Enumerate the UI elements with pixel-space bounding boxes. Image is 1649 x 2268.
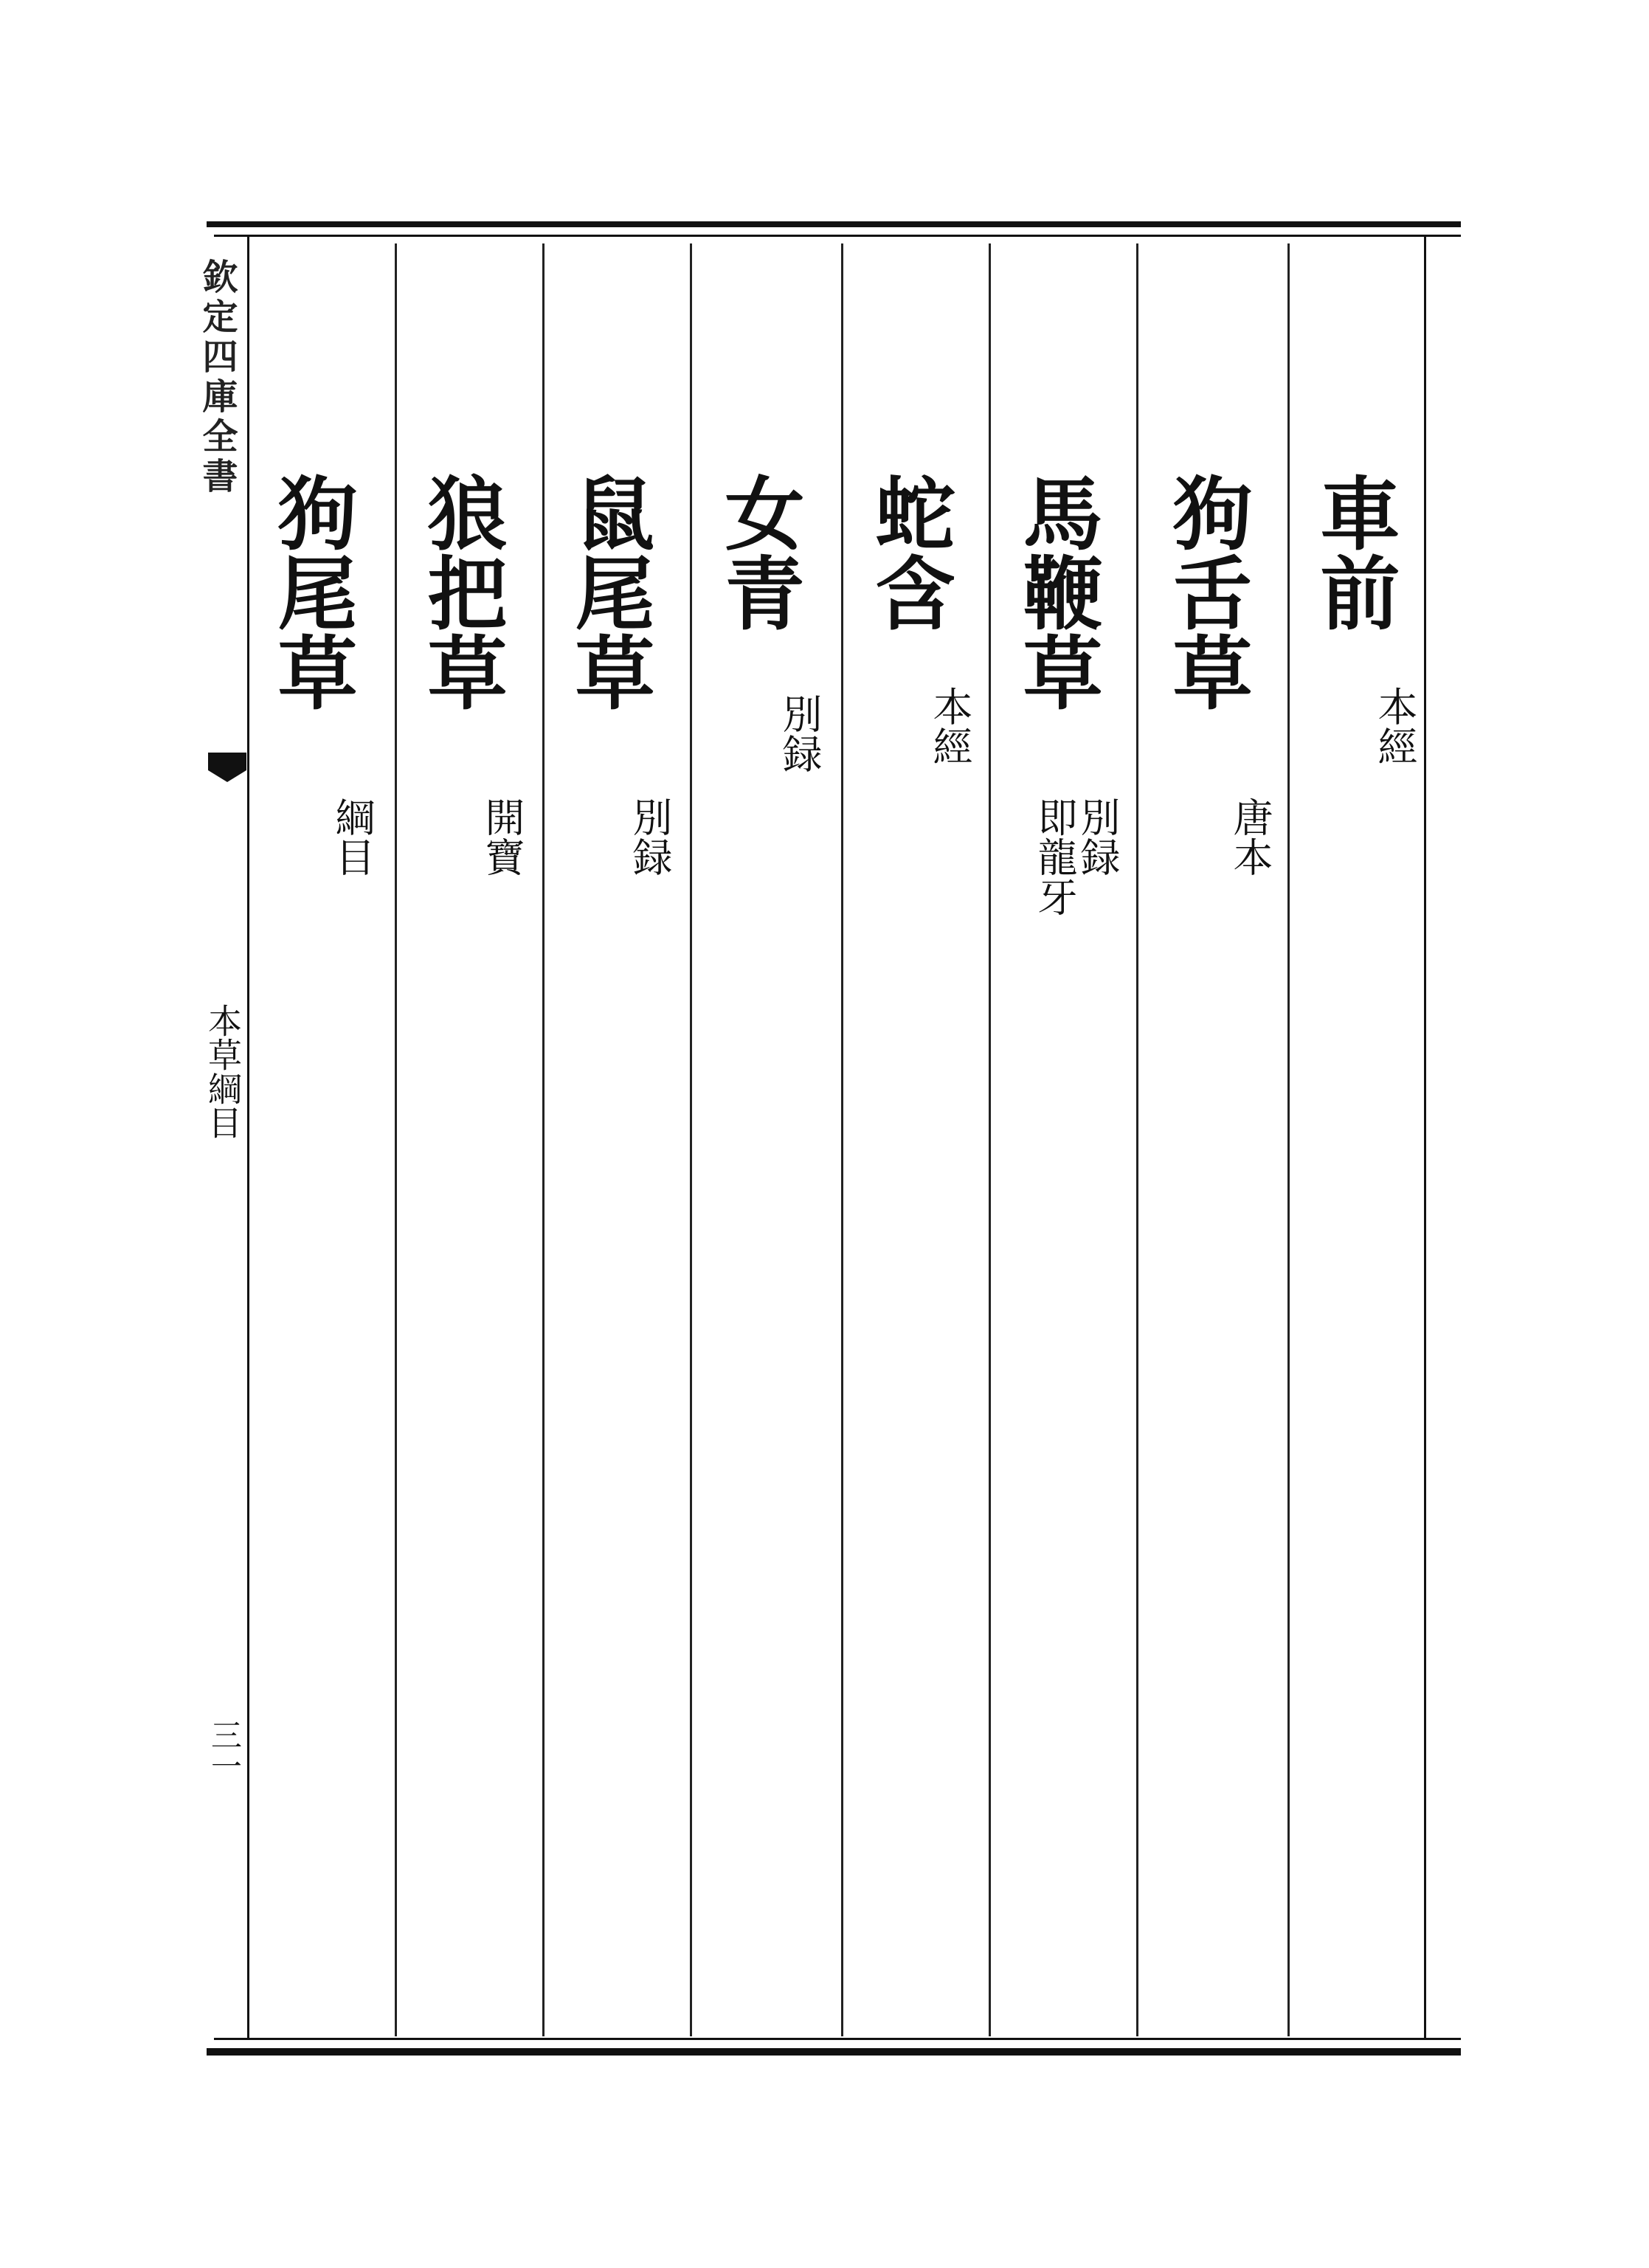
entry-source: 本經 <box>1372 686 1418 766</box>
gutter-title: 欽定四庫全書 <box>196 258 238 497</box>
entry-name: 狗舌草 <box>1159 472 1252 711</box>
entry-name: 狗尾草 <box>264 472 357 711</box>
entry-source: 本經 <box>927 686 973 766</box>
bottom-inner-border <box>214 2038 1461 2040</box>
entry-4 <box>862 472 1012 1579</box>
entry-source: 別録 <box>1074 797 1121 877</box>
entry-source: 別録 <box>776 694 823 773</box>
entry-note: 即龍牙 <box>1031 797 1078 916</box>
entry-source: 開寶 <box>479 797 525 877</box>
entry-name: 馬鞭草 <box>1009 472 1102 711</box>
entry-name: 狼把草 <box>414 472 507 711</box>
bottom-border <box>207 2048 1461 2056</box>
entry-6 <box>561 472 712 1579</box>
gutter-book-title: 本草綱目 <box>203 1003 243 1139</box>
entry-2 <box>1159 472 1310 1579</box>
entry-name: 女青 <box>711 472 804 632</box>
entry-source: 唐本 <box>1227 797 1273 877</box>
top-inner-border <box>214 235 1461 237</box>
entry-7 <box>414 472 564 1579</box>
entry-5 <box>711 472 862 1579</box>
top-border <box>207 221 1461 227</box>
entry-1 <box>1307 472 1457 1579</box>
left-border <box>247 236 249 2040</box>
entry-source: 綱目 <box>329 797 376 877</box>
entry-name: 鼠尾草 <box>561 472 654 711</box>
entry-name: 車前 <box>1307 472 1400 632</box>
gutter-page-number: 三一 <box>207 1719 243 1781</box>
entry-3 <box>1009 472 1160 1579</box>
entry-source: 別録 <box>626 797 673 877</box>
entry-8 <box>264 472 415 1579</box>
entry-name: 蛇含 <box>862 472 955 632</box>
